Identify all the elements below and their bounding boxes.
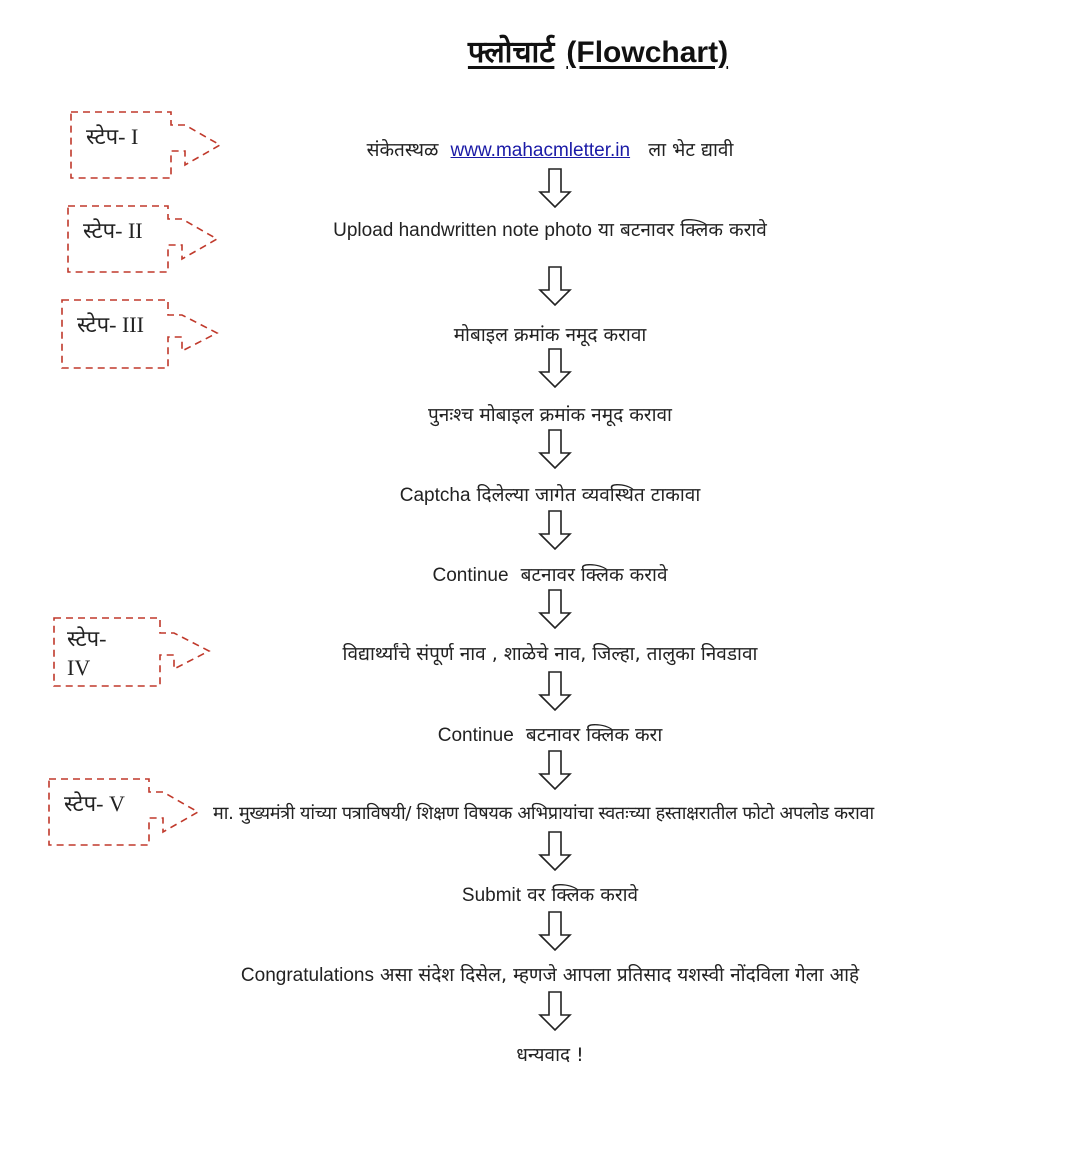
step-callout-5 <box>48 778 208 848</box>
title-english: (Flowchart) <box>566 36 729 69</box>
step-label: स्टेप- V <box>64 791 125 816</box>
step-label: स्टेप- III <box>77 312 144 337</box>
flow-step-10 <box>0 881 1080 907</box>
step6-en: Continue <box>432 565 509 586</box>
down-arrow-icon <box>538 831 572 871</box>
website-link[interactable]: www.mahacmletter.in <box>450 140 631 161</box>
flow-step-3: मोबाइल क्रमांक नमूद करावा <box>453 324 647 346</box>
down-arrow-icon <box>538 266 572 306</box>
flow-step-1 <box>0 136 1080 162</box>
step-label: स्टेप- I <box>86 124 139 149</box>
step1-post: ला भेट द्यावी <box>648 139 734 161</box>
step11-en: Congratulations <box>240 965 374 986</box>
down-arrow-icon <box>538 911 572 951</box>
down-arrow-icon <box>538 991 572 1031</box>
down-arrow-icon <box>538 168 572 208</box>
flow-step-4: पुनःश्च मोबाइल क्रमांक नमूद करावा <box>428 404 672 426</box>
step6-mr: बटनावर क्लिक करावे <box>520 564 668 586</box>
step8-mr: बटनावर क्लिक करा <box>525 724 663 746</box>
flow-step-7: विद्यार्थ्यांचे संपूर्ण नाव , शाळेचे नाव, जिल्हा, तालुका निवडावा <box>342 643 758 665</box>
flow-step-8 <box>0 721 1080 747</box>
flow-step-11 <box>0 961 1080 987</box>
flowchart-title <box>0 30 1080 71</box>
down-arrow-icon <box>538 589 572 629</box>
flow-step-12: धन्यवाद ! <box>516 1044 584 1066</box>
flow-step-2 <box>0 216 1080 242</box>
step-label-line2: IV <box>67 655 91 680</box>
step-label-line1: स्टेप- <box>67 626 107 651</box>
step10-en: Submit <box>461 885 522 906</box>
flow-step-5 <box>0 481 1080 507</box>
down-arrow-icon <box>538 510 572 550</box>
step2-en: Upload handwritten note photo <box>333 220 592 241</box>
flow-step-9: मा. मुख्यमंत्री यांच्या पत्राविषयी/ शिक्षण विषयक अभिप्रायांचा स्वतःच्या हस्ताक्षरातील फोटो अपलोड करावा <box>213 803 874 824</box>
title-marathi: फ्लोचार्ट <box>467 35 555 70</box>
down-arrow-icon <box>538 750 572 790</box>
step10-mr: वर क्लिक करावे <box>527 884 639 906</box>
step5-en: Captcha <box>399 485 471 506</box>
step5-mr: दिलेल्या जागेत व्यवस्थित टाकावा <box>476 484 701 506</box>
flow-step-6 <box>0 561 1080 587</box>
down-arrow-icon <box>538 348 572 388</box>
step2-mr: या बटनावर क्लिक करावे <box>597 219 767 241</box>
down-arrow-icon <box>538 671 572 711</box>
step11-mr: असा संदेश दिसेल, म्हणजे आपला प्रतिसाद यशस्वी नोंदविला गेला आहे <box>380 964 860 986</box>
step8-en: Continue <box>437 725 514 746</box>
down-arrow-icon <box>538 429 572 469</box>
step1-pre: संकेतस्थळ <box>366 139 439 161</box>
step-label: स्टेप- II <box>83 218 143 243</box>
